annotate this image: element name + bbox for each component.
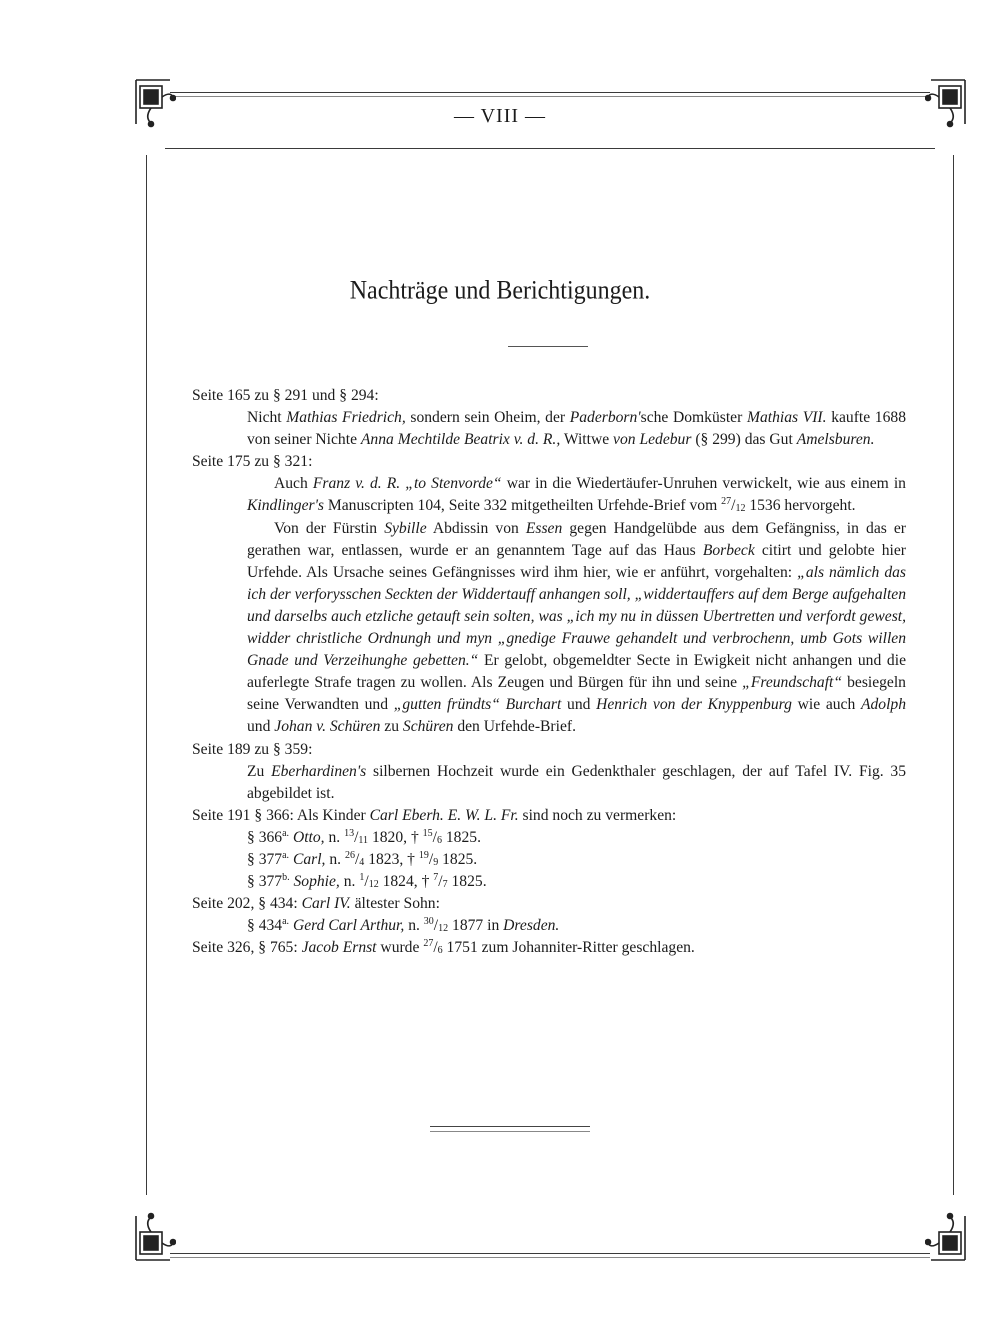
corner-ornament-bottom-left — [130, 1210, 176, 1266]
corner-ornament-bottom-right — [925, 1210, 971, 1266]
entry-paragraph: Auch Franz v. d. R. „to Stenvorde“ war in die Wiedertäufer-Unruhen verwickelt, wie aus einem in Kindlinger's Manuscripten 104, Seite 332 mitgetheilten Urfehde-Brief vom $^{27}/_{12}$ 1536 hervorgeht. — [247, 475, 906, 515]
entry-text: Nicht Mathias Friedrich, sondern sein Oheim, der Paderborn'sche Domküster Mathias VII. kaufte 1688 von seiner Nichte Anna Mechtilde Beatrix v. d. R., Wittwe von Ledebur (§ 299) das Gut Amelsburen. — [247, 409, 906, 449]
entry-heading: Seite 189 zu § 359: — [192, 740, 313, 758]
frame-header-rule — [165, 148, 935, 149]
page-title: Nachträge und Berichtigungen. — [349, 276, 651, 305]
entry-paragraph: Von der Fürstin Sybille Abdissin von Essen gegen Handgelübde aus dem Gefängniss, in das er gerathen war, entlassen, wurde er an genanntem Tage auf das Haus Borbeck citirt und gelobte hier Urfehde. Als Ursache seines Gefängnisses wird ihm hier, wie er anführt, vorgehalten: „als nämlich das ich der verforysschen Seckten der Widdertauff anhangen soll, „widdertauffers auf dem Berge aufgehalten und darselbs auch etzliche getauft sein solten, was „ich my nu in düssen Ubertretten und verfordt gewest, widder christliche Ordnungh und myn „gnedige Frauwe gehandelt und verbrochenn, umb Gots willen Gnade und Verzeihunghe gebetten.“ Er gelobt, obgemeldter Secte in Ewigkeit nicht anhangen und die auferlegte Strafe tragen zu wollen. Als Zeugen und Bürgen für ihn und seine „Freundschaft“ besiegeln seine Verwandten und „gutten fründts“ Burchart und Henrich von der Knyppenburg wie auch Adolph und Johan v. Schüren zu Schüren den Urfehde-Brief. — [247, 519, 907, 736]
frame-bottom-line — [170, 1253, 930, 1254]
frame-right-line — [953, 155, 954, 1195]
list-item: § $377^{a.}$ Carl, n. $^{26}/_4$ 1823, † $^{19}/_9$ 1825. — [247, 849, 478, 868]
entry-heading: Seite 202, § 434: Carl IV. ältester Sohn: — [192, 895, 440, 913]
end-rule — [430, 1126, 590, 1127]
title-rule — [508, 346, 588, 347]
entry-heading: Seite 326, § 765: Jacob Ernst wurde $^{27}/_6$ 1751 zum Johanniter-Ritter geschlagen. — [192, 938, 695, 957]
page-number: — VIII — — [453, 105, 547, 127]
entry-heading: Seite 165 zu § 291 und § 294: — [192, 387, 379, 404]
entry-text: Zu Eberhardinen's silbernen Hochzeit wurde ein Gedenkthaler geschlagen, der auf Tafel IV. Fig. 35 abgebildet ist. — [247, 762, 906, 802]
frame-top-line — [170, 92, 930, 93]
list-item: § $434^{a.}$ Gerd Carl Arthur, n. $^{30}/_{12}$ 1877 in Dresden. — [247, 916, 560, 935]
frame-top-line-inner — [170, 96, 930, 97]
end-rule — [430, 1131, 590, 1132]
frame-bottom-line-inner — [170, 1257, 930, 1258]
list-item: § $366^{a.}$ Otto, n. $^{13}/_{11}$ 1820, † $^{15}/_6$ 1825. — [247, 827, 481, 846]
frame-left-line — [146, 155, 147, 1195]
list-item: § $377^{b.}$ Sophie, n. $^1/_{12}$ 1824, † $^7/_7$ 1825. — [247, 872, 487, 891]
entry-heading: Seite 175 zu § 321: — [192, 453, 313, 471]
addenda-content — [192, 385, 906, 959]
entry-heading: Seite 191 § 366: Als Kinder Carl Eberh. E. W. L. Fr. sind noch zu vermerken: — [192, 806, 677, 824]
